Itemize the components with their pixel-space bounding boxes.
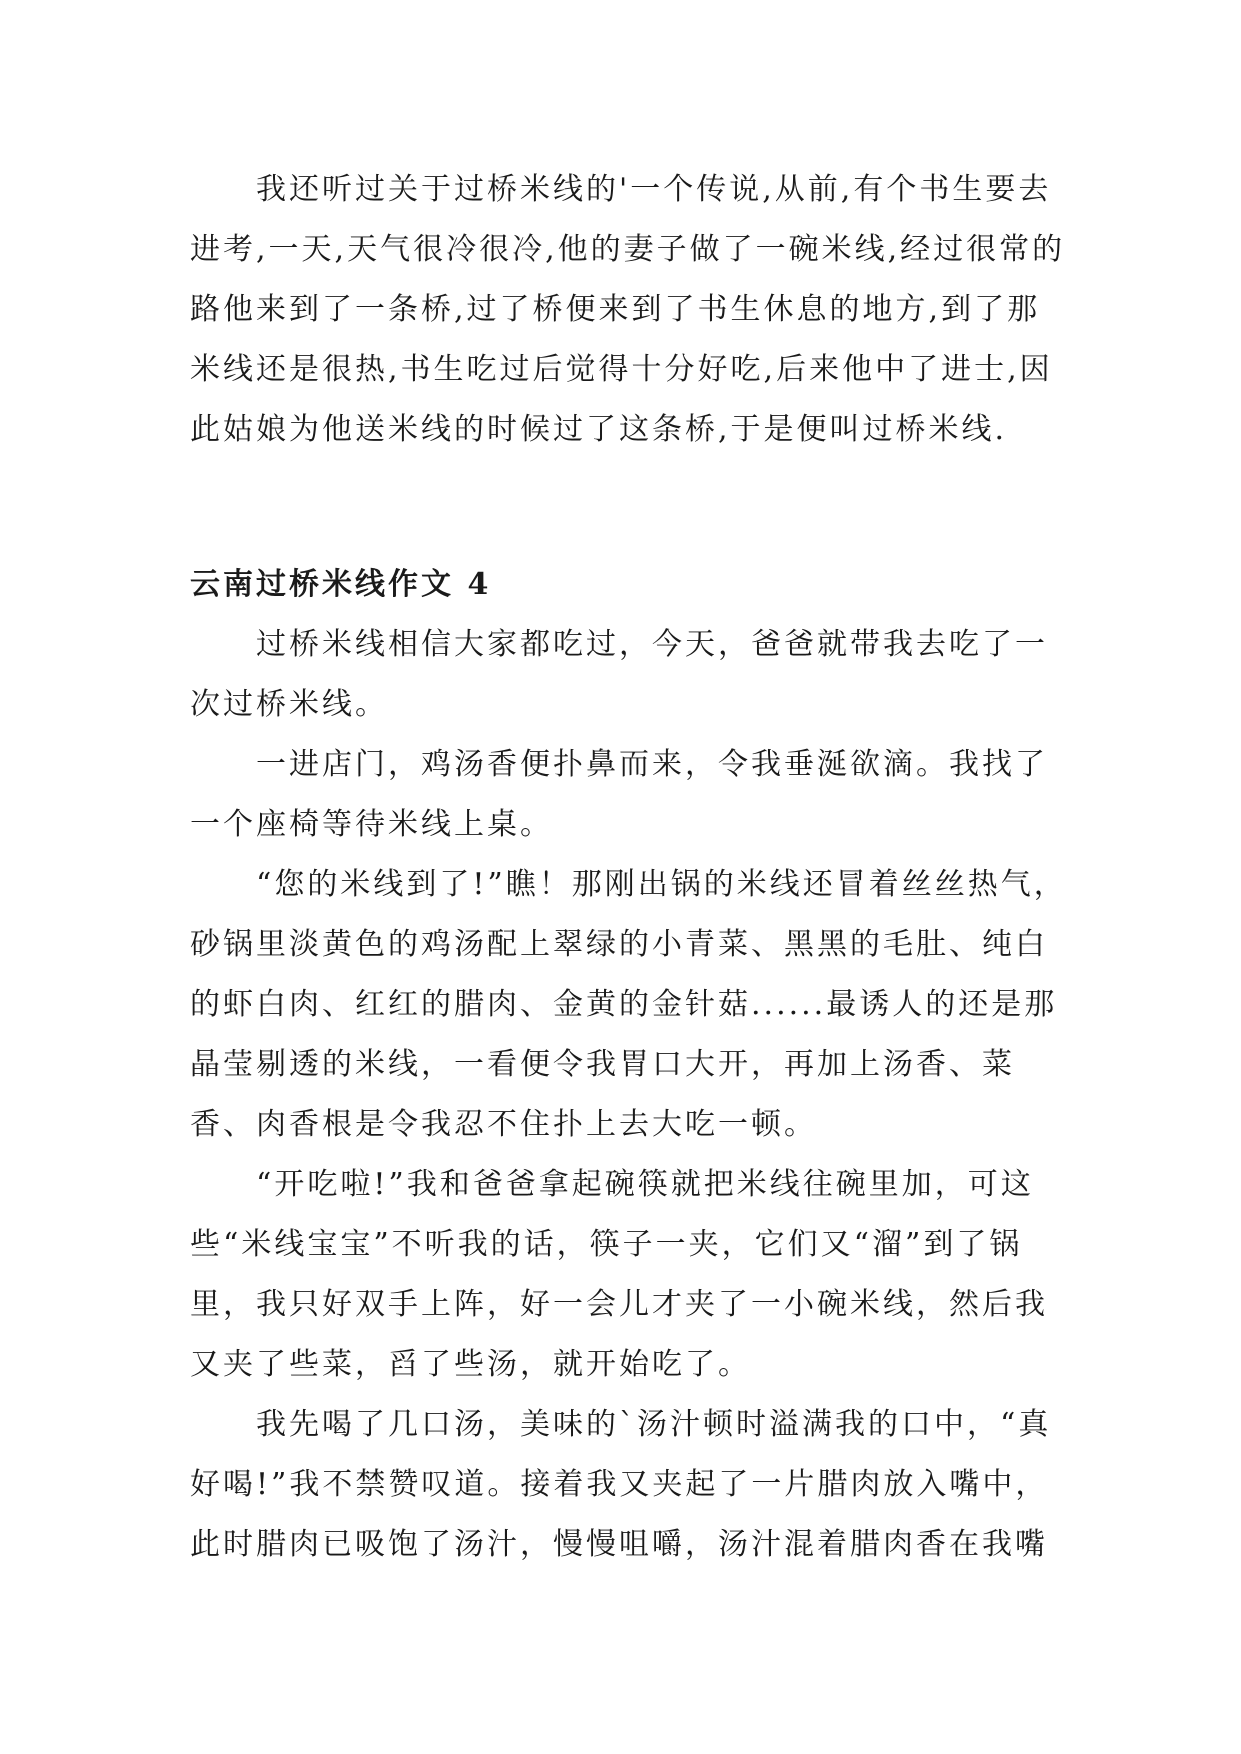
- paragraph: 我先喝了几口汤，美味的`汤汁顿时溢满我的口中，“真好喝!”我不禁赞叹道。接着我又夹起了一片腊肉放入嘴中，此时腊肉已吸饱了汤汁，慢慢咀嚼，汤汁混着腊肉香在我嘴: [190, 1407, 1052, 1562]
- essay-title: 云南过桥米线作文 4: [190, 567, 492, 602]
- paragraph: 一进店门，鸡汤香便扑鼻而来，令我垂涎欲滴。我找了一个座椅等待米线上桌。: [190, 747, 1048, 842]
- legend-section: [190, 160, 1070, 460]
- paragraph: “开吃啦!”我和爸爸拿起碗筷就把米线往碗里加，可这些“米线宝宝”不听我的话，筷子一夹，它们又“溜”到了锅里，我只好双手上阵，好一会儿才夹了一小碗米线，然后我又夹了些菜，舀了些汤，就开始吃了。: [190, 1167, 1048, 1382]
- paragraph: “您的米线到了!”瞧！那刚出锅的米线还冒着丝丝热气，砂锅里淡黄色的鸡汤配上翠绿的小青菜、黑黑的毛肚、纯白的虾白肉、红红的腊肉、金黄的金针菇......最诱人的还是那晶莹剔透的米线，一看便令我胃口大开，再加上汤香、菜香、肉香根是令我忍不住扑上去大吃一顿。: [190, 867, 1067, 1142]
- essay-section: [190, 555, 1070, 1575]
- document-body: [190, 160, 1070, 1575]
- paragraph: 过桥米线相信大家都吃过，今天，爸爸就带我去吃了一次过桥米线。: [190, 627, 1048, 722]
- paragraph: 我还听过关于过桥米线的'一个传说,从前,有个书生要去进考,一天,天气很冷很冷,他的妻子做了一碗米线,经过很常的路他来到了一条桥,过了桥便来到了书生休息的地方,到了那米线还是很热,书生吃过后觉得十分好吃,后来他中了进士,因此姑娘为他送米线的时候过了这条桥,于是便叫过桥米线.: [190, 172, 1066, 447]
- section-gap: [190, 460, 1070, 555]
